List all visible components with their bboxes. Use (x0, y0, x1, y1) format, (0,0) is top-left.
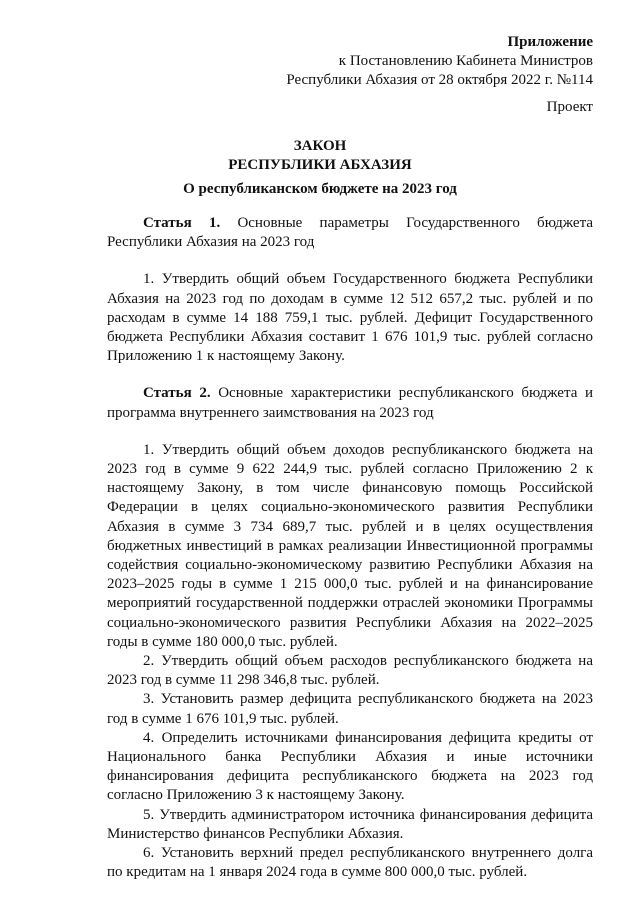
law-body (107, 214, 593, 883)
appendix-block (286, 33, 593, 90)
article-2-paragraph-5: 5. Утвердить администратором источника финансирования дефицита Министерство финансов Республики Абхазия. (107, 806, 593, 842)
article-2-paragraph-6: 6. Установить верхний предел республиканского внутреннего долга по кредитам на 1 января 2024 года в сумме 800 000,0 тыс. рублей. (107, 845, 593, 881)
law-subtitle: О республиканском бюджете на 2023 год (183, 181, 457, 197)
law-title (0, 137, 640, 175)
article-2-title: Основные характеристики республиканского бюджета и программа внутреннего заимствования на 2023 год (107, 385, 593, 421)
appendix-heading: Приложение (507, 34, 593, 50)
article-2-heading (107, 384, 593, 422)
law-title-line-2: РЕСПУБЛИКИ АБХАЗИЯ (228, 157, 412, 173)
law-title-line-1: ЗАКОН (293, 138, 347, 154)
article-2-number: Статья 2. (143, 385, 211, 402)
article-2-paragraph-4: 4. Определить источниками финансирования дефицита кредиты от Национального банка Республики Абхазия и иные источники финансирования дефицита республиканского бюджета на 2023 год согласно Приложению 3 к настоящему Закону. (107, 729, 593, 804)
article-1-title: Основные параметры Государственного бюджета Республики Абхазия на 2023 год (107, 215, 593, 251)
article-2-paragraph-2: 2. Утвердить общий объем расходов республиканского бюджета на 2023 год в сумме 11 298 346,8 тыс. рублей. (107, 653, 593, 689)
appendix-line-1: к Постановлению Кабинета Министров (338, 53, 593, 69)
article-1-paragraph-1: 1. Утвердить общий объем Государственного бюджета Республики Абхазия на 2023 год по доходам в сумме 12 512 657,2 тыс. рублей и по расходам в сумме 14 188 759,1 тыс. рублей. Дефицит Государственного бюджета Республики Абхазия составит 1 676 101,9 тыс. рублей согласно Приложению 1 к настоящему Закону. (107, 271, 593, 365)
article-2-paragraph-1: 1. Утвердить общий объем доходов республиканского бюджета на 2023 год в сумме 9 622 244,9 тыс. рублей согласно Приложению 2 к настоящему Закону, в том числе финансовую помощь Российской Федерации в целях социально-экономического развития Республики Абхазия в сумме 3 734 689,7 тыс. рублей и в целях осуществления бюджетных инвестиций в рамках реализации Инвестиционной программы содействия социально-экономическому развитию Республики Абхазия на 2023–2025 годы в сумме 1 215 000,0 тыс. рублей и на финансирование мероприятий государственной поддержки отраслей экономики Программы социально-экономического развития Республики Абхазия на 2022–2025 годы в сумме 180 000,0 тыс. рублей. (107, 441, 593, 650)
appendix-line-2: Республики Абхазия от 28 октября 2022 г. №114 (286, 72, 593, 88)
article-1-number: Статья 1. (143, 215, 221, 231)
article-1-heading (107, 214, 593, 252)
article-2-paragraph-3: 3. Установить размер дефицита республиканского бюджета на 2023 год в сумме 1 676 101,9 тыс. рублей. (107, 691, 593, 727)
project-label: Проект (546, 99, 593, 115)
